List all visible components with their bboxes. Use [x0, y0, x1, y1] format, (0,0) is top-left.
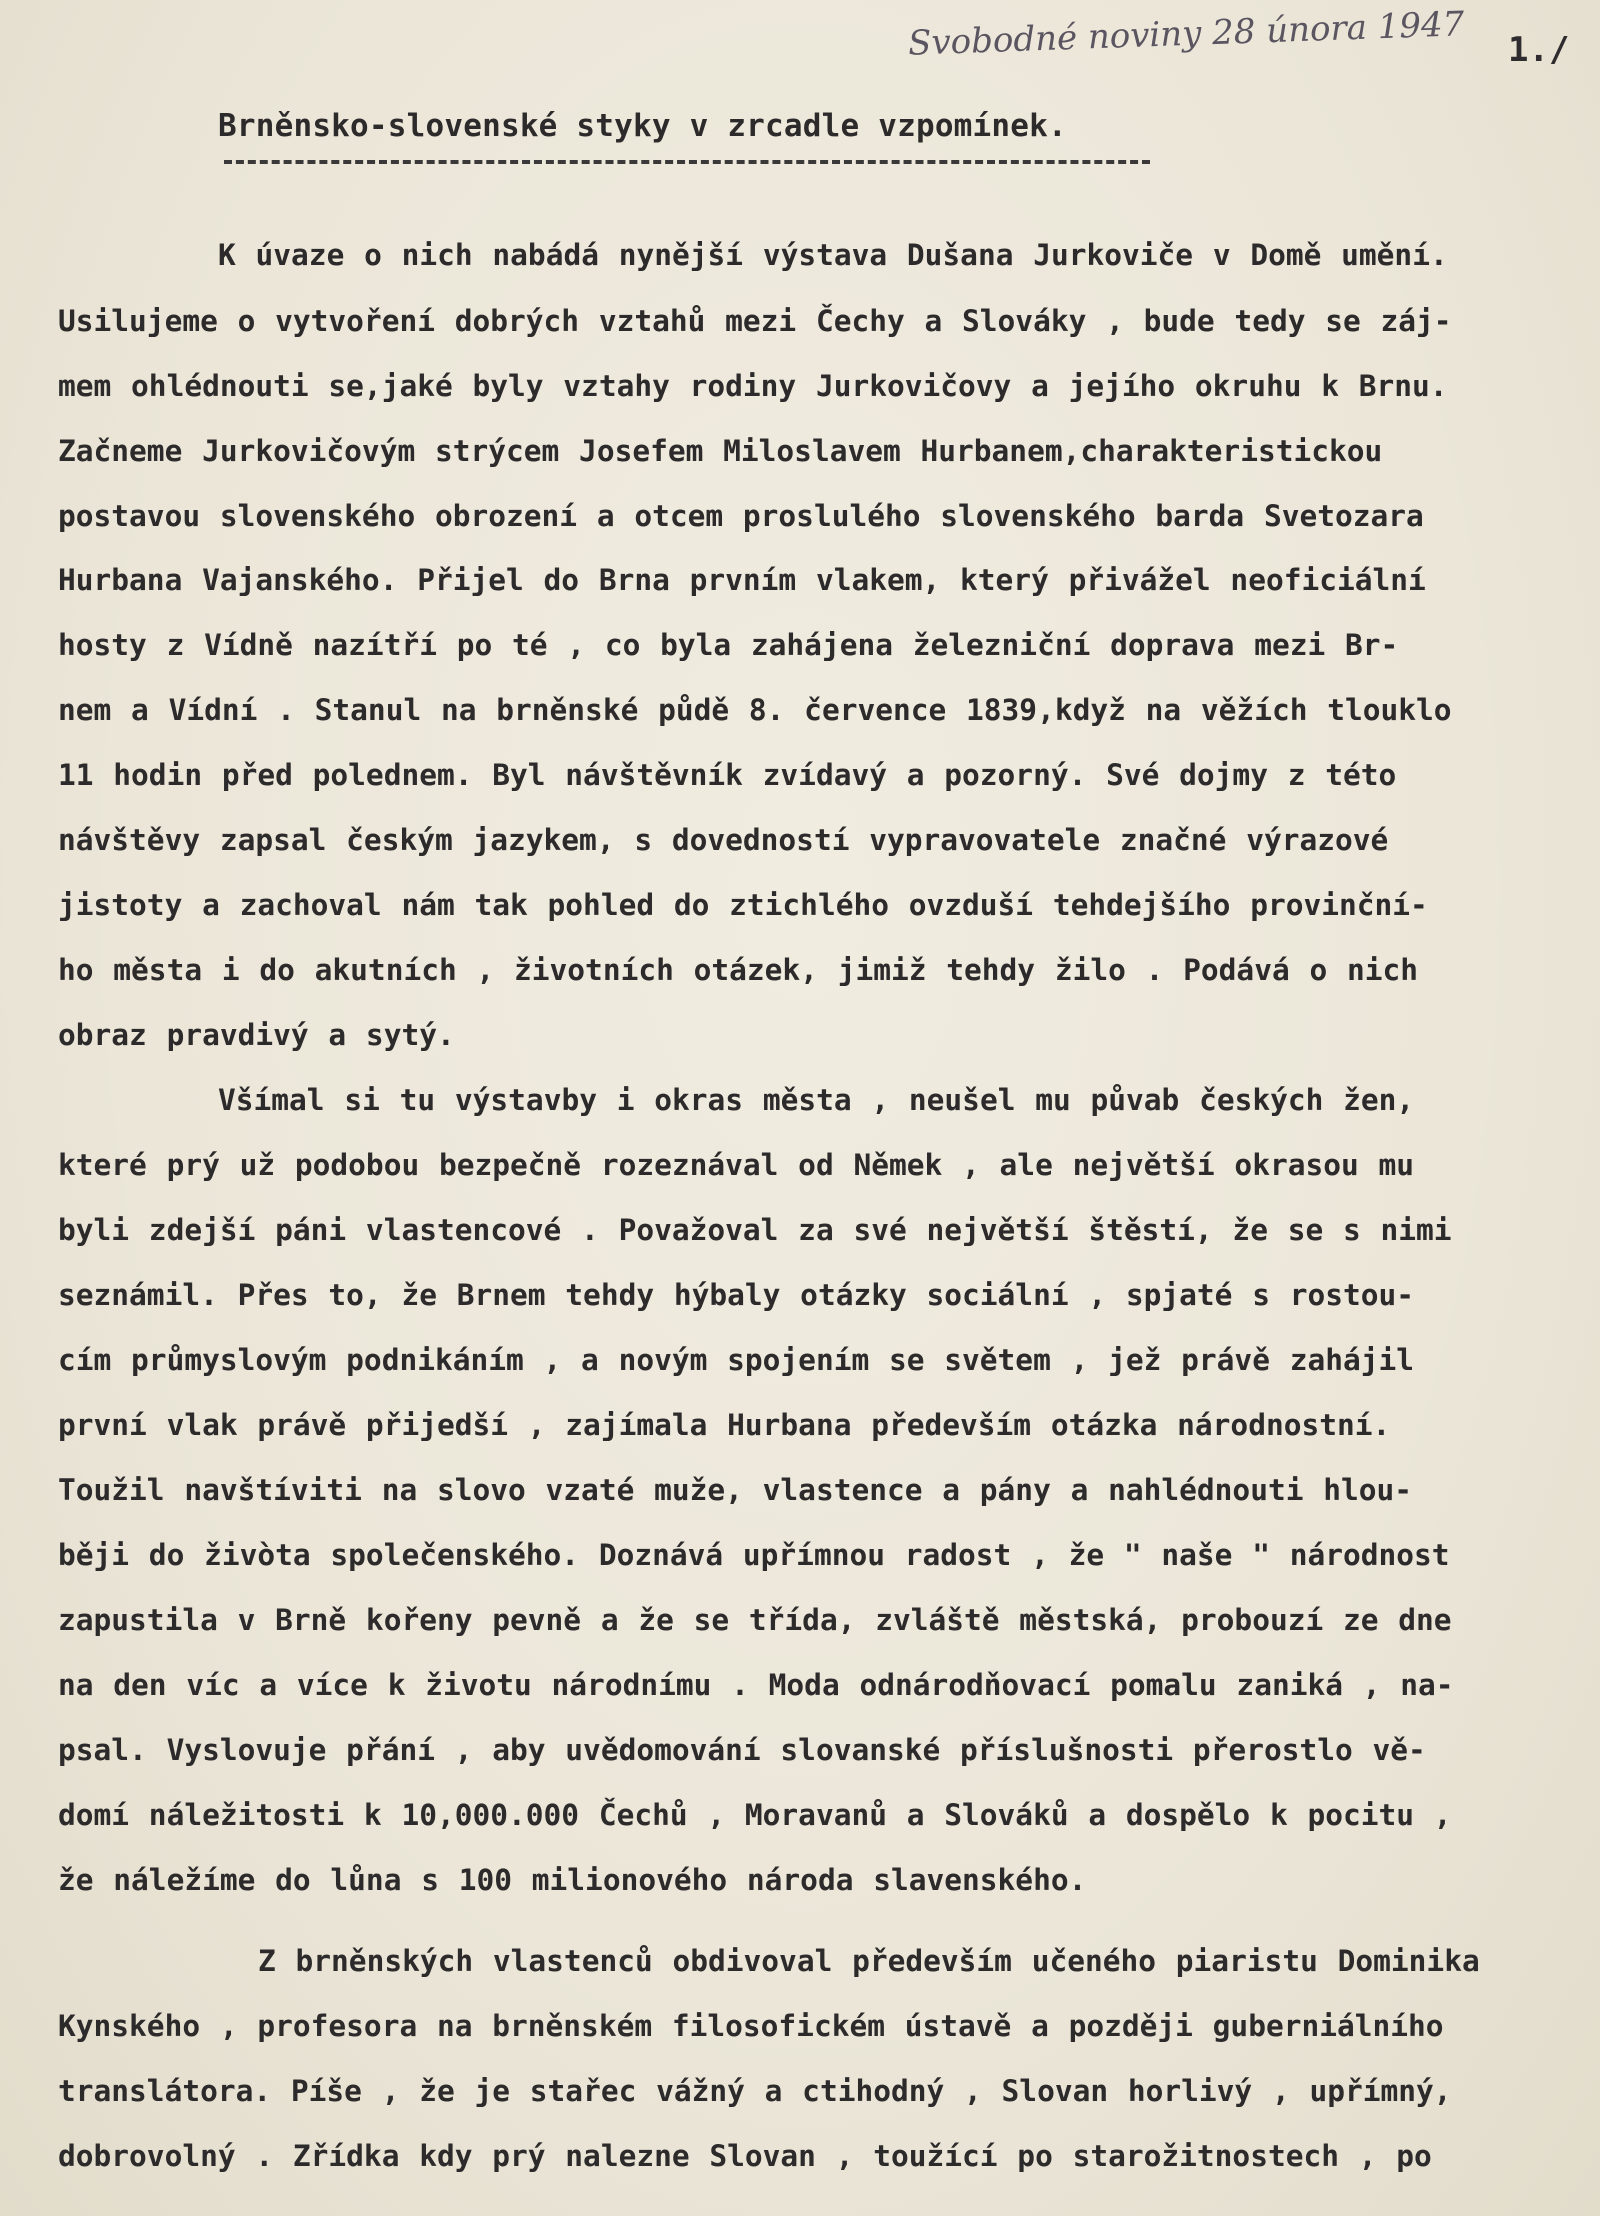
- text-line: zapustila v Brně kořeny pevně a že se třída, zvláště městská, probouzí ze dne: [58, 1603, 1452, 1637]
- text-line: seznámil. Přes to, že Brnem tehdy hýbaly otázky sociální , spjaté s rostou-: [58, 1278, 1415, 1312]
- text-line: jistoty a zachoval nám tak pohled do ztichlého ovzduší tehdejšího provinční-: [58, 888, 1428, 922]
- text-line: Toužil navštíviti na slovo vzaté muže, vlastence a pány a nahlédnouti hlou-: [58, 1473, 1413, 1507]
- text-line: byli zdejší páni vlastencové . Považoval za své největší štěstí, že se s nimi: [58, 1213, 1452, 1247]
- text-line: Kynského , profesora na brněnském filosofickém ústavě a později guberniálního: [58, 2009, 1444, 2043]
- text-line: Všímal si tu výstavby i okras města , neušel mu půvab českých žen,: [218, 1083, 1415, 1117]
- text-line: K úvaze o nich nabádá nynější výstava Dušana Jurkoviče v Domě umění.: [218, 238, 1448, 272]
- text-line: translátora. Píše , že je stařec vážný a ctihodný , Slovan horlivý , upřímný,: [58, 2074, 1452, 2108]
- text-line: běji do živòta společenského. Doznává upřímnou radost , že " naše " národnost: [58, 1538, 1450, 1572]
- text-line: na den víc a více k životu národnímu . Moda odnárodňovací pomalu zaniká , na-: [58, 1668, 1454, 1702]
- text-line: Usilujeme o vytvoření dobrých vztahů mezi Čechy a Slováky , bude tedy se záj-: [58, 304, 1452, 338]
- text-line: postavou slovenského obrození a otcem proslulého slovenského barda Svetozara: [58, 499, 1424, 533]
- text-line: že náležíme do lůna s 100 milionového národa slavenského.: [58, 1863, 1087, 1897]
- text-line: které prý už podobou bezpečně rozeznával od Němek , ale největší okrasou mu: [58, 1148, 1415, 1182]
- text-line: ho města i do akutních , životních otázek, jimiž tehdy žilo . Podává o nich: [58, 953, 1419, 987]
- title-underline: [224, 160, 1150, 164]
- text-line: domí náležitosti k 10,000.000 Čechů , Moravanů a Slováků a dospělo k pocitu ,: [58, 1798, 1452, 1832]
- text-line: Hurbana Vajanského. Přijel do Brna prvním vlakem, který přivážel neoficiální: [58, 563, 1426, 597]
- text-line: dobrovolný . Zřídka kdy prý nalezne Slovan , toužící po starožitnostech , po: [58, 2139, 1432, 2173]
- text-line: první vlak právě přijedší , zajímala Hurbana především otázka národnostní.: [58, 1408, 1391, 1442]
- handwritten-note: Svobodné noviny 28 února 1947: [907, 4, 1465, 64]
- text-line: návštěvy zapsal českým jazykem, s dovedností vypravovatele značné výrazové: [58, 823, 1389, 857]
- text-line: psal. Vyslovuje přání , aby uvědomování slovanské příslušnosti přerostlo vě-: [58, 1733, 1426, 1767]
- text-line: mem ohlédnouti se,jaké byly vztahy rodiny Jurkovičovy a jejího okruhu k Brnu.: [58, 369, 1448, 403]
- text-line: Začneme Jurkovičovým strýcem Josefem Miloslavem Hurbanem,charakteristickou: [58, 434, 1383, 468]
- text-line: Z brněnských vlastenců obdivoval především učeného piaristu Dominika: [258, 1944, 1480, 1978]
- page-number: 1./: [1508, 30, 1570, 70]
- document-title: Brněnsko-slovenské styky v zrcadle vzpomínek.: [218, 108, 1067, 144]
- text-line: 11 hodin před polednem. Byl návštěvník zvídavý a pozorný. Své dojmy z této: [58, 758, 1397, 792]
- text-line: cím průmyslovým podnikáním , a novým spojením se světem , jež právě zahájil: [58, 1343, 1415, 1377]
- text-line: nem a Vídní . Stanul na brněnské půdě 8. července 1839,když na věžích tlouklo: [58, 693, 1452, 727]
- text-line: hosty z Vídně nazítří po té , co byla zahájena železniční doprava mezi Br-: [58, 628, 1399, 662]
- text-line: obraz pravdivý a sytý.: [58, 1018, 455, 1052]
